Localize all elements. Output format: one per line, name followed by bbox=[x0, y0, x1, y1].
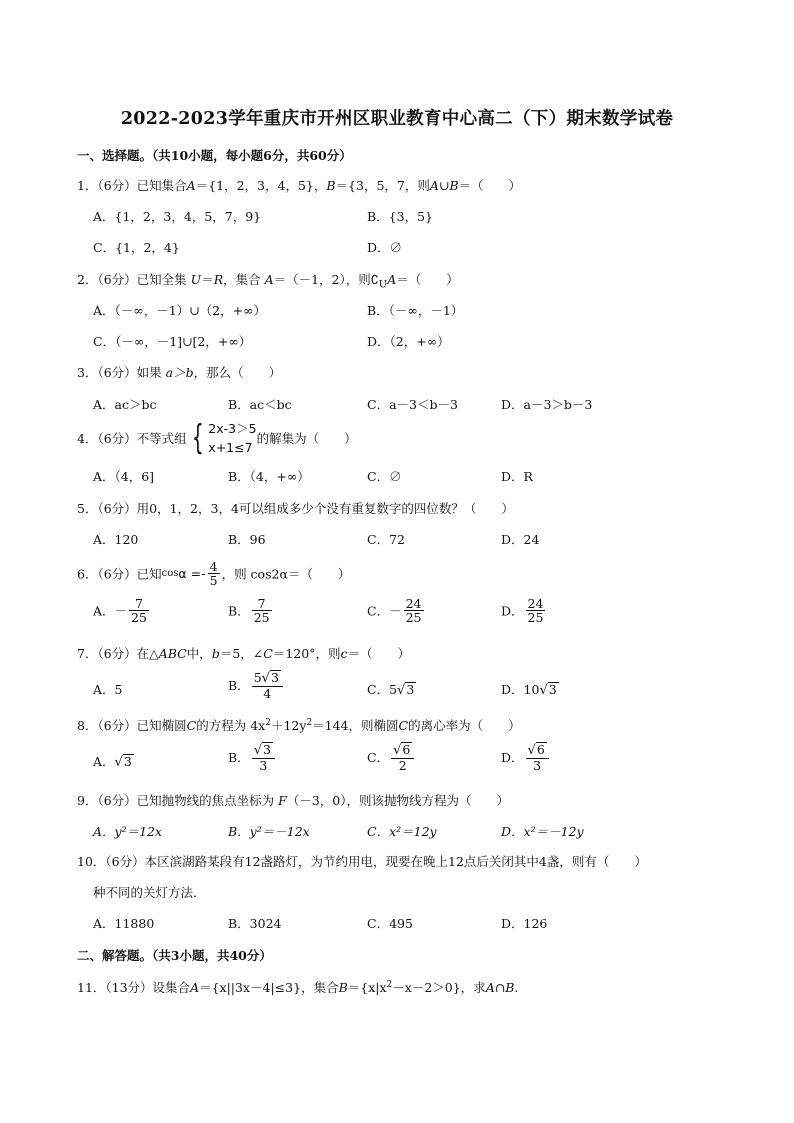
equation-part-2: ＋12y bbox=[270, 718, 307, 733]
q4-option-a: A．（4，6] bbox=[93, 469, 155, 484]
q8-option-b bbox=[228, 742, 277, 772]
fraction-numerator bbox=[391, 742, 414, 759]
option-label: C． bbox=[367, 749, 390, 765]
q6-option-a bbox=[93, 597, 151, 624]
brace-icon: { bbox=[191, 418, 204, 458]
coefficient: 5 bbox=[253, 670, 262, 685]
var-A: A bbox=[190, 980, 200, 995]
var-A: A bbox=[186, 178, 196, 193]
question-2-stem: 2．（6分）已知全集 bbox=[77, 272, 187, 287]
sqrt-icon: √ bbox=[261, 671, 270, 686]
q10-option-d: D．126 bbox=[501, 916, 548, 931]
option-fraction bbox=[404, 597, 424, 624]
fraction-denominator: 3 bbox=[533, 757, 542, 773]
set-B-rest: －x－2＞0}，求 bbox=[392, 980, 486, 995]
inequality-system bbox=[208, 419, 256, 457]
option-fraction bbox=[252, 670, 283, 700]
q7-option-d bbox=[501, 680, 559, 698]
fraction-numerator: 7 bbox=[252, 597, 272, 611]
q8-option-c bbox=[367, 742, 416, 772]
q2-option-b: B．（－∞，－1） bbox=[367, 303, 464, 318]
option-label: C． bbox=[367, 603, 390, 619]
option-label: B． bbox=[228, 749, 250, 765]
question-6-stem: 6．（6分）已知 bbox=[77, 566, 162, 582]
question-3-stem: 3．（6分）如果 bbox=[77, 365, 162, 380]
question-1-stem: 1．（6分）已知集合 bbox=[77, 178, 187, 193]
C-value: ＝120°，则 bbox=[272, 646, 341, 661]
radicand: 3 bbox=[123, 754, 132, 769]
question-7-tail: ＝（ ） bbox=[347, 646, 410, 661]
question-4-tail: 的解集为（ ） bbox=[256, 431, 357, 446]
set-A: ＝{x||3x－4|≤3}，集合 bbox=[199, 980, 339, 995]
var-A: A bbox=[264, 272, 274, 287]
option-fraction bbox=[252, 597, 272, 624]
q5-option-c: C．72 bbox=[367, 532, 405, 547]
fraction-numerator: 24 bbox=[405, 596, 422, 611]
fraction-numerator: 24 bbox=[527, 596, 544, 611]
question-2-tail: ＝（ ） bbox=[396, 272, 459, 287]
set-B: ＝{x|x bbox=[347, 980, 387, 995]
option-fraction bbox=[526, 597, 546, 624]
cos-function: cos bbox=[161, 568, 179, 580]
q3-option-d: D．a－3＞b－3 bbox=[501, 397, 593, 412]
q5-option-b: B．96 bbox=[228, 532, 266, 547]
set-B: ＝{3，5，7，则 bbox=[335, 178, 430, 193]
sqrt-icon: √ bbox=[539, 683, 548, 698]
radicand: 3 bbox=[406, 682, 415, 697]
question-8-tail: 的离心率为（ ） bbox=[408, 718, 521, 733]
var-c: c bbox=[340, 646, 348, 661]
question-7 bbox=[77, 644, 410, 662]
q2-option-a: A．（－∞，－1）∪（2，+∞） bbox=[93, 303, 266, 318]
inequality-line-2: x+1≤7 bbox=[208, 440, 253, 455]
sqrt-icon: √ bbox=[114, 755, 123, 770]
q8-option-d bbox=[501, 742, 551, 772]
section-heading-answers: 二、解答题。（共3小题，共40分） bbox=[77, 948, 272, 963]
equals-sign: ＝ bbox=[201, 272, 214, 287]
q1-option-d: D．∅ bbox=[367, 240, 403, 255]
q9-option-d: D．x²＝－12y bbox=[501, 824, 584, 839]
complement-subscript: U bbox=[378, 279, 388, 291]
q8-option-a bbox=[93, 752, 134, 770]
union-expr: A∪B bbox=[429, 178, 459, 193]
question-9-stem: 9．（6分）已知抛物线的焦点坐标为 bbox=[77, 793, 275, 808]
radicand: 6 bbox=[402, 742, 411, 757]
page-title: 2022-2023学年重庆市开州区职业教育中心高二（下）期末数学试卷 bbox=[120, 109, 674, 129]
question-10-line-1: 10．（6分）本区滨湖路某段有12盏路灯，为节约用电，现要在晚上12点后关闭其中4盏，则有（ ） bbox=[77, 854, 647, 869]
triangle-name: ABC bbox=[158, 646, 187, 661]
exponent: 2 bbox=[265, 717, 271, 728]
q4-option-b: B．（4，+∞） bbox=[228, 469, 310, 484]
question-7-mid: 中， bbox=[186, 646, 212, 661]
fraction-denominator: 3 bbox=[259, 757, 268, 773]
question-9 bbox=[77, 791, 509, 809]
radicand: 3 bbox=[262, 742, 271, 757]
question-6-tail: ，则 cos2α＝（ ） bbox=[221, 566, 351, 582]
option-label: D． bbox=[501, 603, 524, 619]
option-fraction bbox=[391, 742, 414, 772]
sqrt-icon: √ bbox=[527, 743, 536, 758]
fraction-denominator: 25 bbox=[527, 610, 544, 626]
q7-option-a: A．5 bbox=[93, 682, 123, 697]
question-6 bbox=[77, 560, 350, 587]
q5-option-d: D．24 bbox=[501, 532, 540, 547]
var-A: A bbox=[387, 272, 397, 287]
q6-option-b bbox=[228, 597, 274, 624]
set-A: ＝{1，2，3，4，5}， bbox=[195, 178, 327, 193]
inequality-line-1: 2x-3＞5 bbox=[208, 421, 257, 436]
sqrt-icon: √ bbox=[397, 683, 406, 698]
fraction-numerator bbox=[252, 742, 275, 759]
question-4-stem: 4．（6分）不等式组 bbox=[77, 431, 187, 446]
q10-option-b: B．3024 bbox=[228, 916, 282, 931]
minus-sign: － bbox=[114, 603, 128, 619]
fraction-numerator: 4 bbox=[209, 559, 218, 574]
var-B: B bbox=[326, 178, 336, 193]
option-label: B． bbox=[228, 603, 250, 619]
radicand: 6 bbox=[536, 742, 545, 757]
fraction-four-fifths bbox=[208, 560, 220, 587]
fraction-numerator bbox=[252, 670, 283, 687]
q3-option-a: A．ac＞bc bbox=[93, 397, 157, 412]
equation-part-3: ＝144，则椭圆 bbox=[312, 718, 399, 733]
question-2 bbox=[77, 270, 459, 291]
option-label: C．5 bbox=[367, 682, 398, 697]
question-3-condition: a＞b bbox=[165, 365, 194, 380]
var-U: U bbox=[190, 272, 202, 287]
q10-option-a: A．11880 bbox=[93, 916, 155, 931]
var-B: B bbox=[338, 980, 348, 995]
question-3-tail: ，那么（ ） bbox=[193, 365, 282, 380]
var-R: R bbox=[213, 272, 224, 287]
option-fraction bbox=[129, 597, 149, 624]
sqrt-icon: √ bbox=[253, 743, 262, 758]
q7-option-c bbox=[367, 680, 416, 698]
section-heading-choice: 一、选择题。（共10小题，每小题6分，共60分） bbox=[77, 148, 352, 163]
question-11-tail: . bbox=[514, 980, 519, 995]
q9-option-b: B．y²＝－12x bbox=[228, 824, 310, 839]
sqrt-icon: √ bbox=[393, 743, 402, 758]
question-1-tail: ＝（ ） bbox=[458, 178, 522, 193]
option-label: B． bbox=[228, 677, 250, 693]
question-3 bbox=[77, 363, 281, 381]
radicand: 3 bbox=[270, 670, 279, 685]
q2-option-c: C．（－∞，－1]∪[2，+∞） bbox=[93, 334, 252, 349]
fraction-denominator: 4 bbox=[263, 685, 272, 701]
q6-option-d bbox=[501, 597, 547, 624]
q7-option-b bbox=[228, 670, 285, 700]
q3-option-c: C．a－3＜b－3 bbox=[367, 397, 458, 412]
option-fraction bbox=[252, 742, 275, 772]
var-C: C bbox=[186, 718, 197, 733]
q4-option-c: C．∅ bbox=[367, 469, 402, 484]
fraction-numerator bbox=[526, 742, 549, 759]
fraction-numerator: 7 bbox=[129, 597, 149, 611]
question-11: 11．（13分）设集合A＝{x||3x－4|≤3}，集合$B=\{x|x^2-x-2>0\}$，求A∩B. bbox=[77, 979, 519, 995]
radicand: 3 bbox=[548, 682, 557, 697]
q9-option-a: A．y²＝12x bbox=[93, 824, 163, 839]
exponent: 2 bbox=[306, 717, 313, 728]
q9-option-c: C．x²＝12y bbox=[367, 824, 437, 839]
q3-option-b: B．ac＜bc bbox=[228, 397, 292, 412]
question-2-interval: ＝（－1，2），则∁ bbox=[273, 272, 379, 287]
intersection-expr: A∩B bbox=[485, 980, 515, 995]
question-2-mid: ，集合 bbox=[223, 272, 261, 287]
q1-option-c: C．{1，2，4} bbox=[93, 240, 180, 255]
question-11-stem: 11．（13分）设集合 bbox=[77, 980, 191, 995]
q10-option-c: C．495 bbox=[367, 916, 413, 931]
b-value: ＝5，∠ bbox=[219, 646, 264, 661]
var-C: C bbox=[263, 646, 273, 661]
alpha-expr: α =- bbox=[178, 566, 206, 582]
question-5: 5．（6分）用0，1，2，3，4可以组成多少个没有重复数字的四位数？（ ） bbox=[77, 501, 514, 516]
q2-option-d: D．（2，+∞） bbox=[367, 334, 450, 349]
question-8-stem: 8．（6分）已知椭圆 bbox=[77, 718, 187, 733]
option-label: D． bbox=[501, 749, 524, 765]
question-10-line-2: 种不同的关灯方法． bbox=[93, 885, 206, 900]
option-label: A． bbox=[93, 603, 115, 619]
fraction-denominator: 2 bbox=[398, 757, 407, 773]
question-9-tail: （－3，0），则该抛物线方程为（ ） bbox=[286, 793, 510, 808]
var-C: C bbox=[398, 718, 409, 733]
q1-option-b: B．{3，5} bbox=[367, 209, 433, 224]
q6-option-c bbox=[367, 597, 426, 624]
q1-option-a: A．{1，2，3，4，5，7，9} bbox=[93, 209, 262, 224]
fraction-denominator: 25 bbox=[405, 610, 422, 626]
var-F: F bbox=[278, 793, 287, 808]
question-1 bbox=[77, 176, 521, 194]
question-7-stem: 7．（6分）在△ bbox=[77, 646, 159, 661]
question-4 bbox=[77, 419, 357, 457]
fraction-denominator: 25 bbox=[131, 610, 147, 626]
option-label: D．10 bbox=[501, 682, 540, 697]
option-label: A． bbox=[93, 754, 115, 769]
option-fraction bbox=[526, 742, 549, 772]
equation-part-1: 的方程为 4x bbox=[196, 718, 266, 733]
q5-option-a: A．120 bbox=[93, 532, 139, 547]
q4-option-d: D．R bbox=[501, 469, 533, 484]
fraction-denominator: 25 bbox=[253, 610, 270, 626]
question-8 bbox=[77, 716, 521, 734]
fraction-denominator: 5 bbox=[209, 573, 218, 589]
minus-sign: － bbox=[389, 603, 402, 619]
var-b: b bbox=[211, 646, 220, 661]
